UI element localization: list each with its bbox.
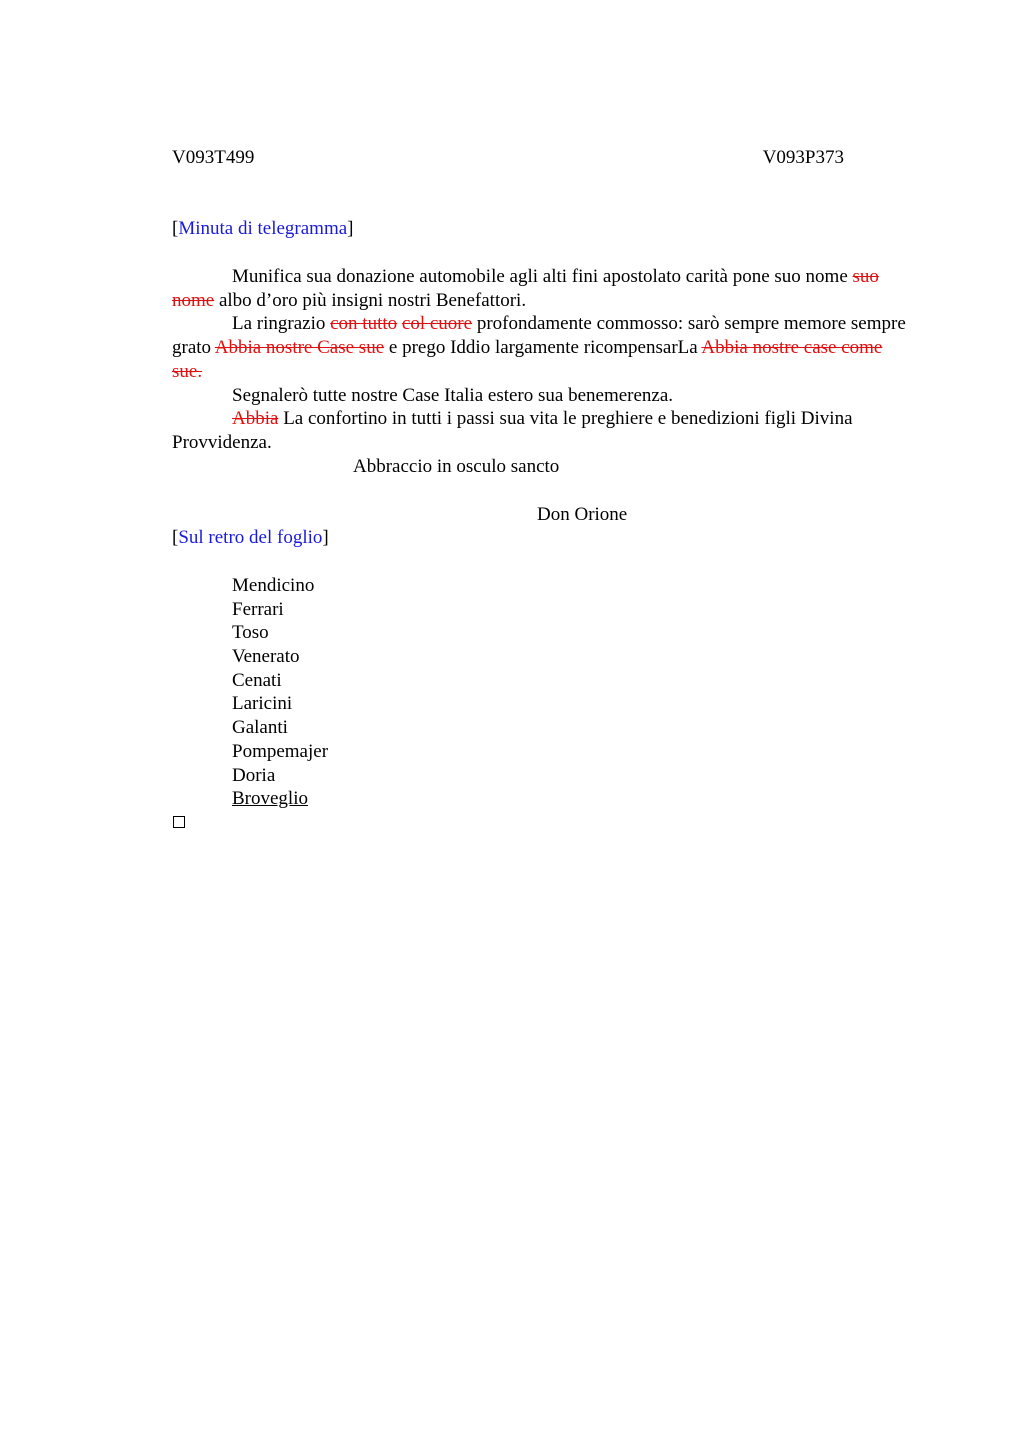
document-code-right: V093P373 — [762, 147, 844, 168]
list-item: Ferrari — [232, 598, 284, 620]
paragraph-2 — [172, 312, 912, 383]
closing-line: Abbraccio in osculo sancto — [353, 455, 560, 477]
list-item: Mendicino — [232, 575, 315, 596]
section-heading-telegram — [172, 217, 354, 241]
square-box-icon — [173, 816, 185, 828]
paragraph-4 — [172, 407, 912, 454]
text-run: albo d’oro più insigni nostri Benefattori. — [214, 289, 527, 311]
names-list — [232, 574, 328, 811]
deleted-text: Abbia nostre Case sue — [214, 337, 385, 359]
section-title: Sul retro del foglio — [178, 527, 323, 548]
list-item: Toso — [232, 622, 269, 644]
text-run: La ringrazio — [232, 313, 331, 335]
bracket-close: ] — [347, 218, 354, 239]
list-item: Galanti — [232, 717, 288, 739]
text-run: profondamente commosso: sarò sempre memore sempre grato — [172, 313, 906, 359]
paragraph-3 — [172, 384, 912, 408]
deleted-text: Abbia nostre case come sue. — [172, 337, 883, 382]
bracket-open: [ — [172, 527, 179, 548]
paragraph-1 — [172, 265, 912, 312]
telegram-body — [172, 265, 912, 478]
text-run: e prego Iddio largamente ricompensarLa — [384, 337, 702, 359]
section-heading-verso — [172, 526, 329, 550]
list-item: Venerato — [232, 646, 300, 668]
list-item: Pompemajer — [232, 740, 329, 762]
deleted-text: con tutto — [330, 313, 398, 335]
section-title: Minuta di telegramma — [178, 218, 348, 239]
text-run: Munifica sua donazione automobile agli alti fini apostolato carità pone suo nome — [232, 266, 853, 287]
deleted-text: Abbia — [232, 408, 279, 430]
text-run: La confortino in tutti i passi sua vita le preghiere e benedizioni figli Divina Provvidenza. — [172, 408, 853, 453]
deleted-text: suo nome — [172, 266, 879, 311]
list-item: Broveglio — [232, 788, 308, 810]
bracket-close: ] — [322, 527, 329, 548]
bracket-open: [ — [172, 218, 179, 239]
signature: Don Orione — [537, 504, 628, 525]
list-item: Laricini — [232, 693, 293, 715]
list-item: Cenati — [232, 669, 282, 691]
text-run: Segnalerò tutte nostre Case Italia estero sua benemerenza. — [232, 384, 674, 406]
deleted-text: col cuore — [401, 313, 473, 335]
list-item: Doria — [232, 764, 276, 786]
document-code-left: V093T499 — [172, 147, 255, 168]
